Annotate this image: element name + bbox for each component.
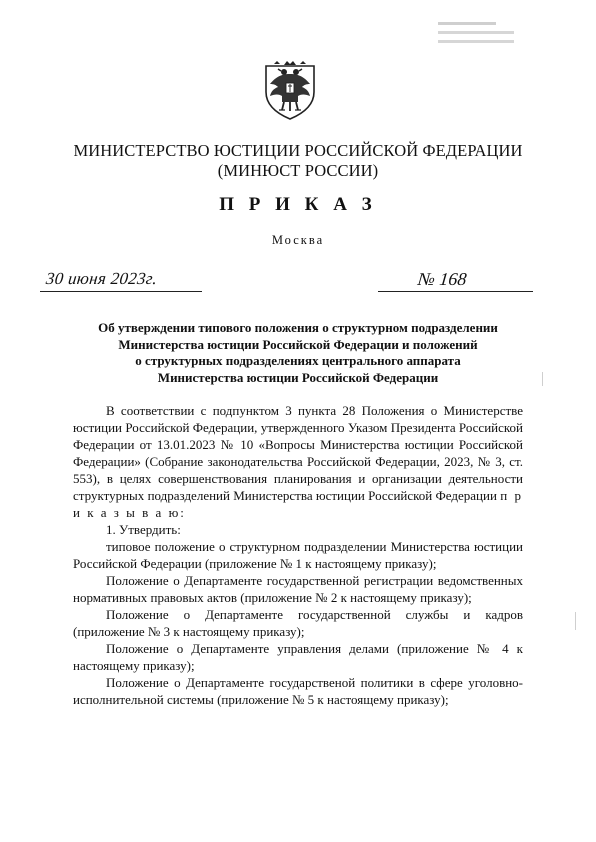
scan-artifact [575, 612, 576, 630]
coat-of-arms-icon [262, 58, 318, 120]
ministry-short-name: (МИНЮСТ РОССИИ) [217, 161, 379, 180]
preamble-paragraph [73, 402, 523, 521]
city-name: Москва [271, 233, 325, 247]
order-body [73, 402, 523, 708]
order-title [60, 320, 536, 386]
scan-artifact [542, 372, 543, 386]
order-verb: п р и к а з ы в а ю: [73, 488, 523, 520]
sub-item: Положение о Департаменте государственой политики в сфере уголовно-исполнительной системы (приложение № 5 к настоящему приказу); [73, 675, 523, 707]
ministry-name: МИНИСТЕРСТВО ЮСТИЦИИ РОССИЙСКОЙ ФЕДЕРАЦИИ [73, 141, 523, 160]
stamp-line [438, 40, 514, 43]
order-number-field [378, 271, 533, 292]
order-number-handwritten: № 168 [417, 269, 468, 289]
document-type-title: П Р И К А З [219, 194, 377, 215]
preamble-text: В соответствии с подпунктом 3 пункта 28 Положения о Министерстве юстиции Российской Федерации, утвержденного Указом Президента Российской Федерации от 13.01.2023 № 10 «Вопросы Министерства юстиции Российской Федерации» (Собрание законодательства Российской Федерации, 2023, № 3, ст. 553), в целях совершенствования планирования и организации деятельности структурных подразделений Министерства юстиции Российской Федерации [73, 403, 523, 503]
order-date-field [40, 271, 202, 292]
stamp-line [438, 22, 496, 25]
registration-stamp [438, 22, 520, 49]
order-date-handwritten: 30 июня 2023г. [45, 269, 159, 288]
stamp-line [438, 31, 514, 34]
sub-item: типовое положение о структурном подразделении Министерства юстиции Российской Федерации (приложение № 1 к настоящему приказу); [73, 539, 523, 571]
sub-item: Положение о Департаменте государственной регистрации ведомственных нормативных правовых актов (приложение № 2 к настоящему приказу); [73, 573, 523, 605]
order-title-line: Министерства юстиции Российской Федерации [157, 369, 439, 385]
sub-item: Положение о Департаменте управления делами (приложение № 4 к настоящему приказу); [73, 641, 523, 673]
sub-item: Положение о Департаменте государственной службы и кадров (приложение № 3 к настоящему приказу); [73, 607, 523, 639]
item-1: 1. Утвердить: [106, 522, 181, 537]
order-title-line: Об утверждении типового положения о структурном подразделении [98, 320, 498, 335]
order-title-line: Министерства юстиции Российской Федерации и положений [118, 336, 478, 352]
order-title-line: о структурных подразделениях центрального аппарата [135, 353, 461, 368]
